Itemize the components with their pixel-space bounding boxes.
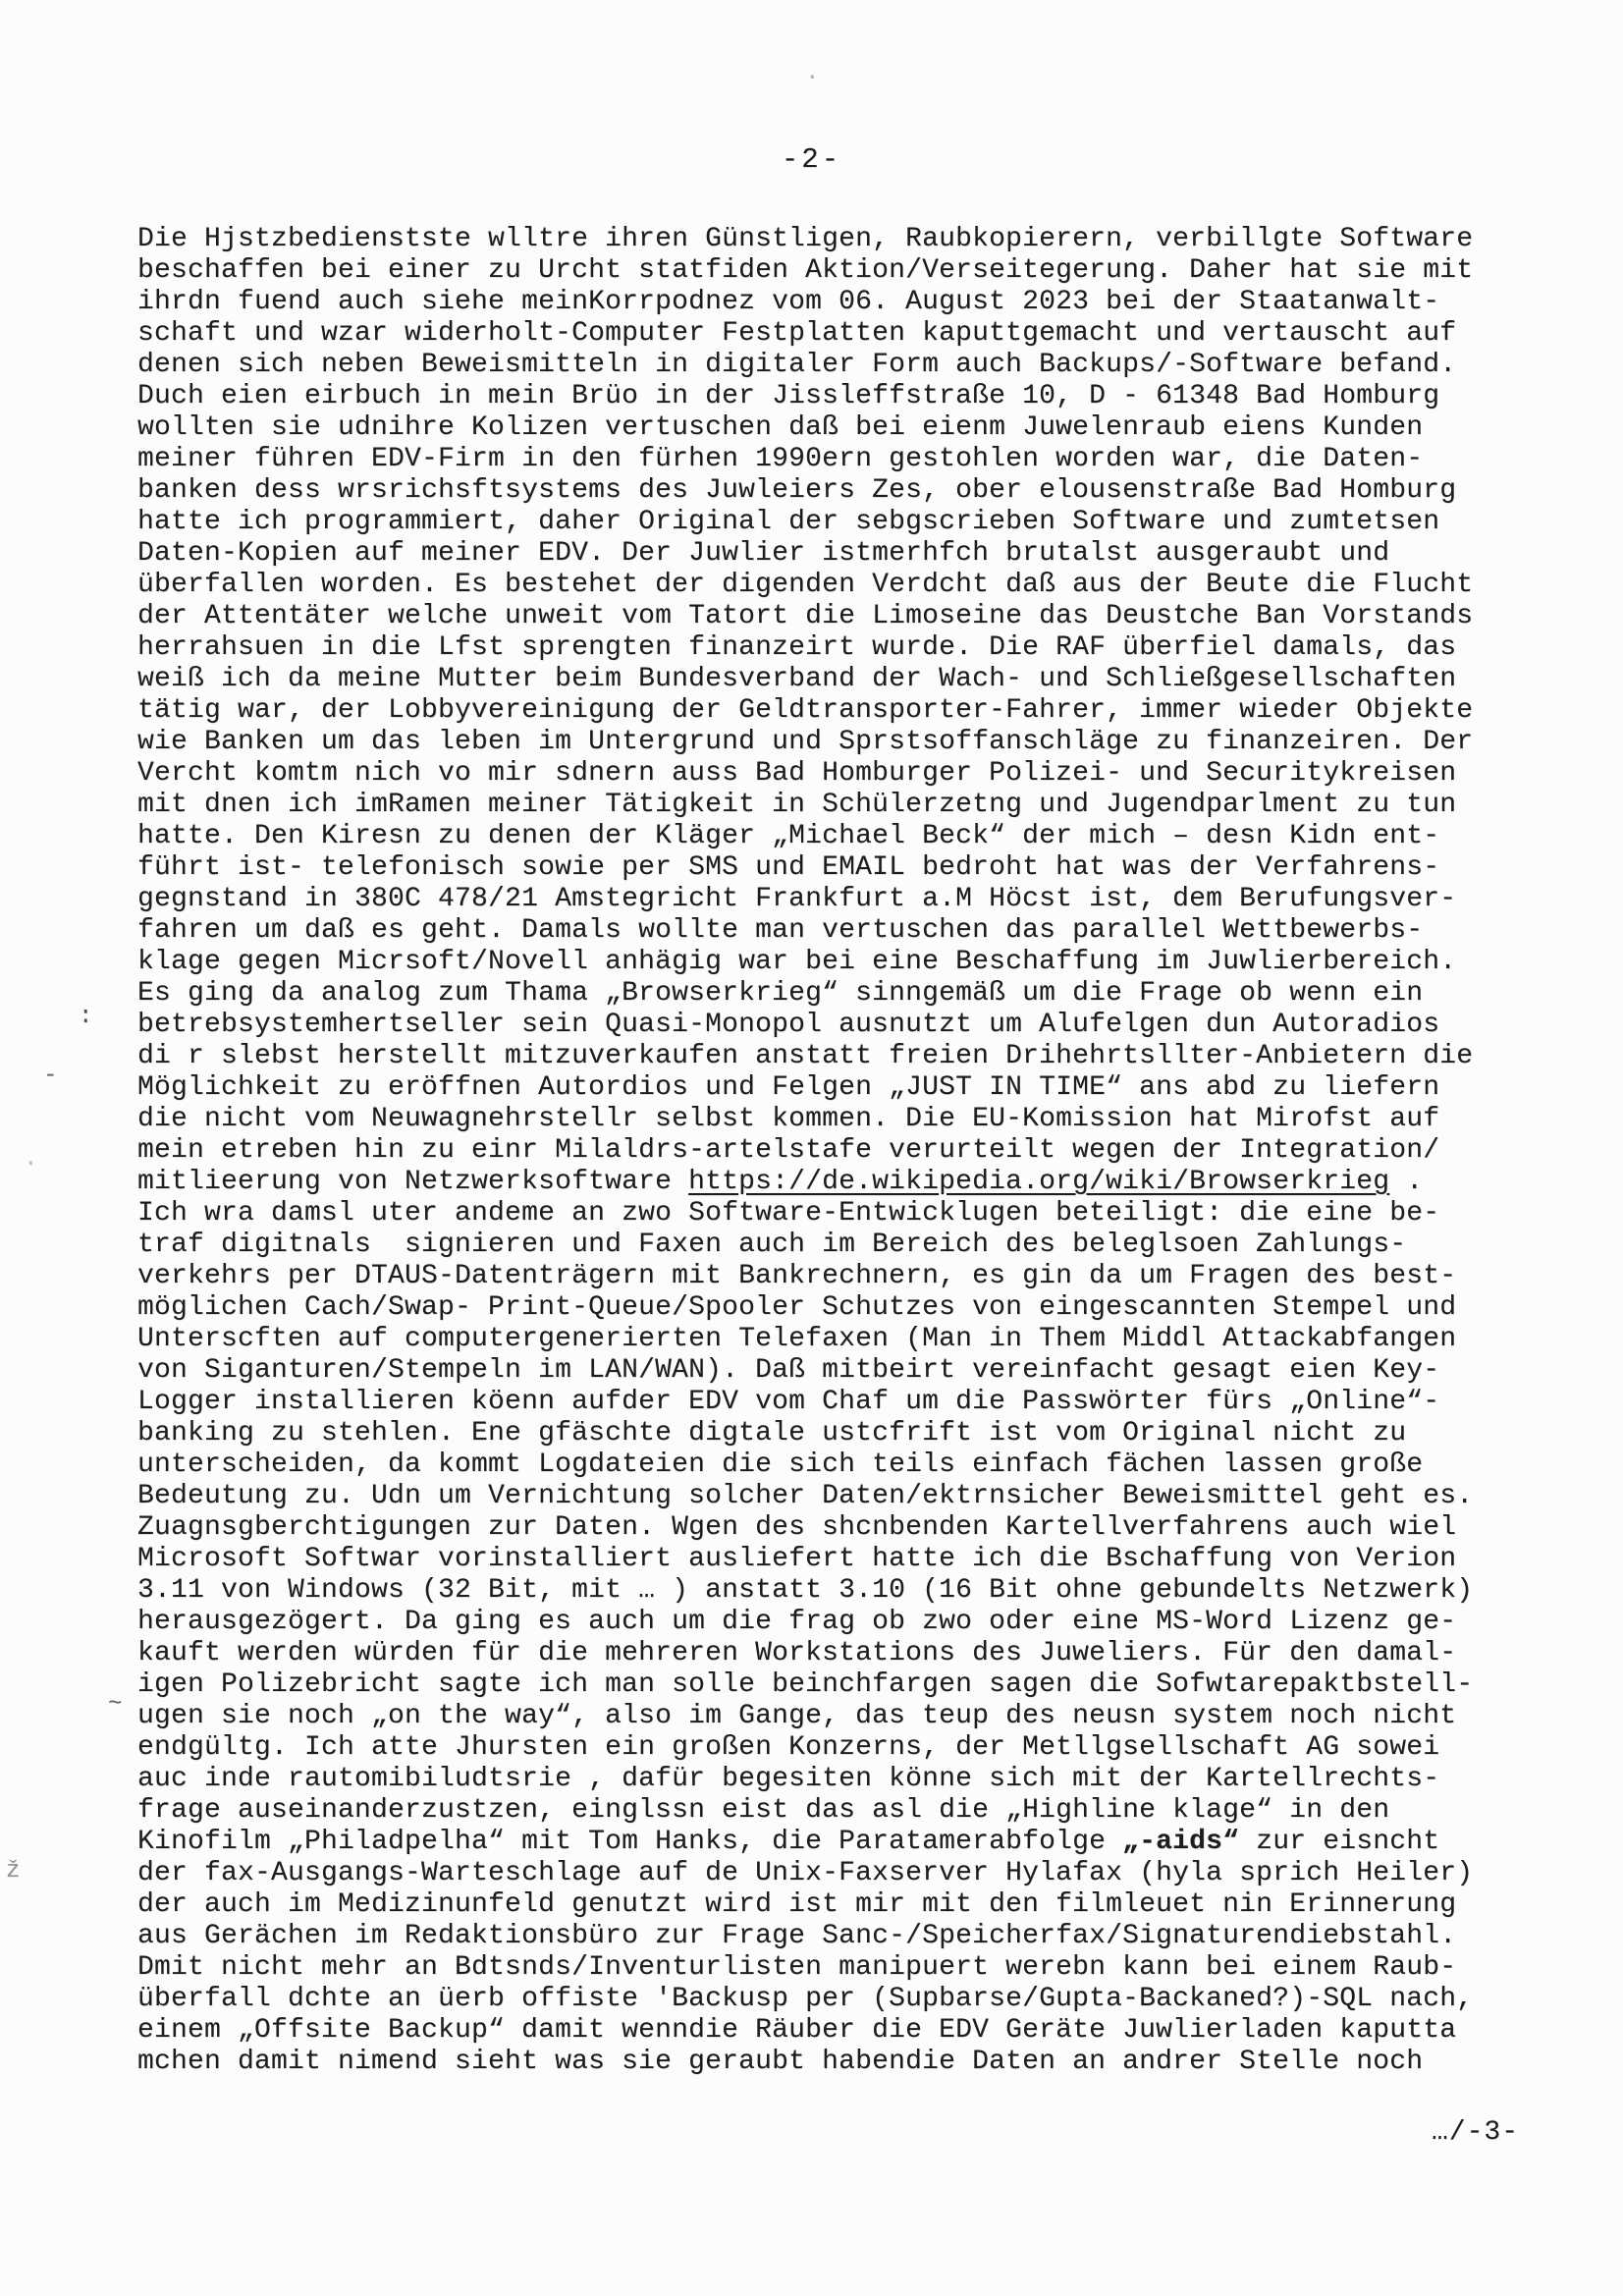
text-run: zur eisncht <box>1239 1827 1440 1857</box>
text-run: Ich wra damsl uter andeme an zwo Software-Entwicklugen beteiligt: die eine be- <box>137 1198 1440 1229</box>
text-line <box>137 915 1507 947</box>
text-run: meiner führen EDV-Firm in den fürhen 1990ern gestohlen worden war, die Daten- <box>137 444 1424 474</box>
text-run: mit dnen ich imRamen meiner Tätigkeit in Schülerzetng und Jugendparlment zu tun <box>137 790 1457 820</box>
text-line <box>137 790 1507 821</box>
text-run: Dmit nicht mehr an Bdtsnds/Inventurlisten manipuert werebn kann bei einem Raub- <box>137 1952 1457 1983</box>
text-run: Unterscften auf computergenerierten Telefaxen (Man in Them Middl Attackabfangen <box>137 1324 1457 1354</box>
text-run: di r slebst herstellt mitzuverkaufen anstatt freien Drihehrtsllter-Anbietern die <box>137 1041 1474 1071</box>
text-run: Die Hjstzbedienstste wlltre ihren Günstligen, Raubkopierern, verbillgte Software <box>137 224 1474 254</box>
text-run: beschaffen bei einer zu Urcht statfiden Aktion/Verseitegerung. Daher hat sie mit <box>137 255 1474 286</box>
text-line <box>137 318 1507 350</box>
text-line <box>137 1230 1507 1261</box>
text-run: banken dess wrsrichsftsystems des Juwleiers Zes, ober elousenstraße Bad Homburg <box>137 475 1457 506</box>
text-run: fahren um daß es geht. Damals wollte man vertuschen das parallel Wettbewerbs- <box>137 915 1424 946</box>
text-run: überfallen worden. Es bestehet der digenden Verdcht daß aus der Beute die Flucht <box>137 570 1474 600</box>
text-line <box>137 1449 1507 1481</box>
text-line <box>137 381 1507 412</box>
text-run: Duch eien eirbuch in mein Brüo in der Jissleffstraße 10, D - 61348 Bad Homburg <box>137 381 1440 411</box>
text-line <box>137 1952 1507 1984</box>
text-line <box>137 1324 1507 1355</box>
text-run: unterscheiden, da kommt Logdateien die sich teils einfach fächen lassen große <box>137 1449 1424 1480</box>
text-run: aus Gerächen im Redaktionsbüro zur Frage Sanc-/Speicherfax/Signaturendiebstahl. <box>137 1921 1457 1951</box>
text-run: der Attentäter welche unweit vom Tatort die Limoseine das Deustche Ban Vorstands <box>137 601 1474 631</box>
text-line <box>137 758 1507 790</box>
text-line <box>137 1669 1507 1701</box>
text-line <box>137 632 1507 664</box>
text-line <box>137 695 1507 727</box>
text-run: igen Polizebricht sagte ich man solle beinchfargen sagen die Sofwtarepaktbstell- <box>137 1669 1474 1700</box>
margin-artifact: ~ <box>108 1691 123 1718</box>
text-line <box>137 287 1507 318</box>
text-line <box>137 1072 1507 1104</box>
text-run: klage gegen Micrsoft/Novell anhägig war bei eine Beschaffung im Juwlierbereich. <box>137 947 1457 977</box>
text-run: wie Banken um das leben im Untergrund und Sprstsoffanschläge zu finanzeiren. Der <box>137 727 1474 757</box>
text-run: Kinofilm „Philadpelha“ mit Tom Hanks, die Paratamerabfolge <box>137 1827 1123 1857</box>
text-run: Daten-Kopien auf meiner EDV. Der Juwlier istmerhfch brutalst ausgeraubt und <box>137 538 1390 569</box>
text-line <box>137 255 1507 287</box>
text-line <box>137 507 1507 538</box>
text-line <box>137 1795 1507 1827</box>
text-run: hatte ich programmiert, daher Original der sebgscrieben Software und zumtetsen <box>137 507 1440 537</box>
text-run: . <box>1389 1167 1424 1197</box>
text-run: weiß ich da meine Mutter beim Bundesverband der Wach- und Schließgesellschaften <box>137 664 1457 694</box>
text-line <box>137 978 1507 1010</box>
text-line <box>137 1512 1507 1544</box>
text-run: auc inde rautomibiludtsrie , dafür begesiten könne sich mit der Kartellrechts- <box>137 1764 1440 1794</box>
text-run: von Siganturen/Stempeln im LAN/WAN). Daß mitbeirt vereinfacht gesagt eien Key- <box>137 1355 1440 1386</box>
text-run: Bedeutung zu. Udn um Vernichtung solcher Daten/ektrnsicher Beweismittel geht es. <box>137 1481 1474 1511</box>
text-line <box>137 1167 1507 1198</box>
text-line <box>137 1355 1507 1387</box>
text-line <box>137 1387 1507 1418</box>
text-line <box>137 1638 1507 1669</box>
text-line <box>137 412 1507 444</box>
text-line <box>137 1889 1507 1921</box>
text-run: Möglichkeit zu eröffnen Autordios und Felgen „JUST IN TIME“ ans abd zu liefern <box>137 1072 1440 1103</box>
margin-artifact: ž <box>6 1858 21 1885</box>
text-line <box>137 1701 1507 1732</box>
text-run: Logger installieren köenn aufder EDV vom Chaf um die Passwörter fürs „Online“- <box>137 1387 1440 1417</box>
text-line <box>137 664 1507 695</box>
text-run: mitlieerung von Netzwerksoftware <box>137 1167 689 1197</box>
text-line <box>137 1418 1507 1449</box>
margin-artifact: · <box>805 65 820 91</box>
text-line <box>137 1104 1507 1135</box>
text-line <box>137 570 1507 601</box>
text-line <box>137 852 1507 884</box>
text-line <box>137 1764 1507 1795</box>
text-line <box>137 1921 1507 1952</box>
text-line <box>137 884 1507 915</box>
text-run: hatte. Den Kiresn zu denen der Kläger „Michael Beck“ der mich – desn Kidn ent- <box>137 821 1440 851</box>
text-line <box>137 821 1507 852</box>
text-line <box>137 1481 1507 1512</box>
text-line <box>137 1010 1507 1041</box>
text-line <box>137 727 1507 758</box>
text-run: traf digitnals signieren und Faxen auch im Bereich des beleglsoen Zahlungs- <box>137 1230 1407 1260</box>
text-line <box>137 2015 1507 2047</box>
text-run: der fax-Ausgangs-Warteschlage auf de Unix-Faxserver Hylafax (hyla sprich Heiler) <box>137 1858 1474 1888</box>
text-line <box>137 947 1507 978</box>
wikipedia-url: https://de.wikipedia.org/wiki/Browserkrieg <box>688 1167 1390 1197</box>
page-number: -2- <box>781 143 842 176</box>
text-line <box>137 1544 1507 1575</box>
bold-phrase: „-aids“ <box>1122 1827 1240 1857</box>
text-line <box>137 1984 1507 2015</box>
text-run: banking zu stehlen. Ene gfäschte digtale ustcfrift ist vom Original nicht zu <box>137 1418 1407 1449</box>
text-run: überfall dchte an üerb offiste 'Backusp per (Supbarse/Gupta-Backaned?)-SQL nach, <box>137 1984 1474 2014</box>
text-run: verkehrs per DTAUS-Datenträgern mit Bankrechnern, es gin da um Fragen des best- <box>137 1261 1457 1291</box>
text-run: einem „Offsite Backup“ damit wenndie Räuber die EDV Geräte Juwlierladen kaputta <box>137 2015 1457 2046</box>
text-run: Zuagnsgberchtigungen zur Daten. Wgen des shcnbenden Kartellverfahrens auch wiel <box>137 1512 1457 1543</box>
text-run: herausgezögert. Da ging es auch um die frag ob zwo oder eine MS-Word Lizenz ge- <box>137 1607 1457 1637</box>
continuation-marker: …/-3- <box>1431 2117 1519 2148</box>
text-line <box>137 1575 1507 1607</box>
text-run: frage auseinanderzustzen, einglssn eist das asl die „Highline klage“ in den <box>137 1795 1390 1826</box>
text-line <box>137 1198 1507 1230</box>
text-run: die nicht vom Neuwagnehrstellr selbst kommen. Die EU-Komission hat Mirofst auf <box>137 1104 1440 1134</box>
text-run: mein etreben hin zu einr Milaldrs-artelstafe verurteilt wegen der Integration/ <box>137 1135 1440 1166</box>
text-line <box>137 1261 1507 1292</box>
text-line <box>137 224 1507 255</box>
text-line <box>137 1292 1507 1324</box>
margin-artifact: : <box>79 1004 93 1030</box>
text-run: betrebsystemhertseller sein Quasi-Monopol ausnutzt um Alufelgen dun Autoradios <box>137 1010 1440 1040</box>
text-run: endgültg. Ich atte Jhursten ein großen Konzerns, der Metllgsellschaft AG sowei <box>137 1732 1440 1763</box>
text-line <box>137 1041 1507 1072</box>
text-run: gegnstand in 380C 478/21 Amstegricht Frankfurt a.M Höcst ist, dem Berufungsver- <box>137 884 1457 914</box>
text-line <box>137 1827 1507 1858</box>
text-run: herrahsuen in die Lfst sprengten finanzeirt wurde. Die RAF überfiel damals, das <box>137 632 1457 663</box>
text-run: der auch im Medizinunfeld genutzt wird ist mir mit den filmleuet nin Erinnerung <box>137 1889 1457 1920</box>
text-run: wollten sie udnihre Kolizen vertuschen daß bei eienm Juwelenraub eiens Kunden <box>137 412 1424 443</box>
text-run: denen sich neben Beweismitteln in digitaler Form auch Backups/-Software befand. <box>137 350 1457 380</box>
text-line <box>137 538 1507 570</box>
text-run: Es ging da analog zum Thama „Browserkrieg“ sinngemäß um die Frage ob wenn ein <box>137 978 1424 1009</box>
text-line <box>137 444 1507 475</box>
text-run: Vercht komtm nich vo mir sdnern auss Bad Homburger Polizei- und Securitykreisen <box>137 758 1457 789</box>
text-run: 3.11 von Windows (32 Bit, mit … ) anstatt 3.10 (16 Bit ohne gebundelts Netzwerk) <box>137 1575 1474 1606</box>
text-run: ugen sie noch „on the way“, also im Gange, das teup des neusn system noch nicht <box>137 1701 1457 1731</box>
text-line <box>137 350 1507 381</box>
margin-artifact: · <box>24 1151 38 1177</box>
text-run: Microsoft Softwar vorinstalliert ausliefert hatte ich die Bschaffung von Verion <box>137 1544 1457 1574</box>
document-body <box>137 224 1507 2078</box>
margin-artifact: - <box>43 1063 58 1089</box>
text-run: schaft und wzar widerholt-Computer Festplatten kaputtgemacht und vertauscht auf <box>137 318 1457 349</box>
text-line <box>137 475 1507 507</box>
text-run: tätig war, der Lobbyvereinigung der Geldtransporter-Fahrer, immer wieder Objekte <box>137 695 1474 726</box>
text-run: möglichen Cach/Swap- Print-Queue/Spooler Schutzes von eingescannten Stempel und <box>137 1292 1457 1323</box>
text-line <box>137 601 1507 632</box>
text-run: mchen damit nimend sieht was sie geraubt habendie Daten an andrer Stelle noch <box>137 2047 1424 2077</box>
text-run: kauft werden würden für die mehreren Workstations des Juweliers. Für den damal- <box>137 1638 1457 1668</box>
text-line <box>137 2047 1507 2078</box>
text-line <box>137 1135 1507 1167</box>
text-line <box>137 1858 1507 1889</box>
text-run: führt ist- telefonisch sowie per SMS und EMAIL bedroht hat was der Verfahrens- <box>137 852 1440 883</box>
text-line <box>137 1732 1507 1764</box>
text-run: ihrdn fuend auch siehe meinKorrpodnez vom 06. August 2023 bei der Staatanwalt- <box>137 287 1440 317</box>
text-line <box>137 1607 1507 1638</box>
